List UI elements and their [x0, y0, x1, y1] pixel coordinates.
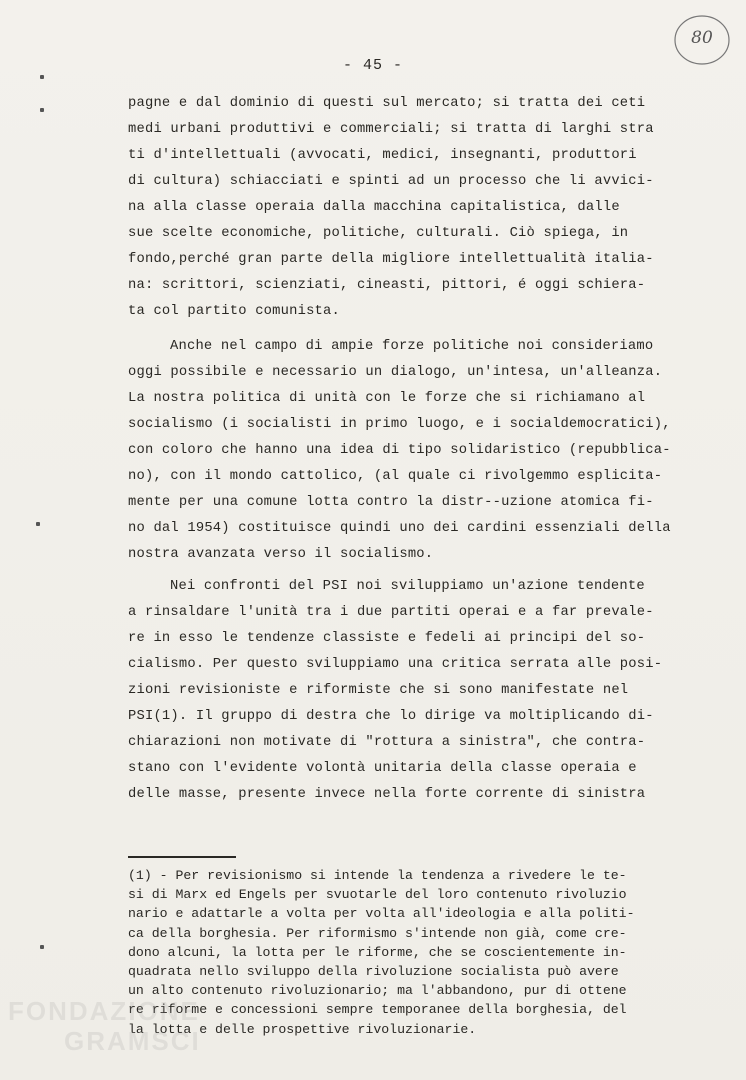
- text-line: socialismo (i socialisti in primo luogo, e i socialdemocratici),: [128, 417, 671, 432]
- footnote-line: re riforme e concessioni sempre temporanee della borghesia, del: [128, 1002, 627, 1018]
- text-line: oggi possibile e necessario un dialogo, un'intesa, un'alleanza.: [128, 365, 663, 380]
- footnote-line: quadrata nello sviluppo della rivoluzione socialista può avere: [128, 963, 619, 979]
- paragraph-3: [128, 574, 680, 808]
- text-line: re in esso le tendenze classiste e fedeli ai principi del so-: [128, 631, 646, 646]
- text-line: medi urbani produttivi e commerciali; si tratta di larghi stra: [128, 122, 654, 137]
- text-line: PSI(1). Il gruppo di destra che lo dirige va moltiplicando di-: [128, 709, 654, 724]
- margin-mark: [40, 108, 44, 112]
- text-line: no), con il mondo cattolico, (al quale ci rivolgemmo esplicita-: [128, 469, 663, 484]
- footnote-line: si di Marx ed Engels per svuotarle del loro contenuto rivoluzio: [128, 887, 627, 903]
- margin-mark: [40, 75, 44, 79]
- footnote-line: (1) - Per revisionismo si intende la tendenza a rivedere le te-: [128, 868, 627, 883]
- margin-mark: [36, 522, 40, 526]
- text-line: mente per una comune lotta contro la distr--uzione atomica fi-: [128, 495, 654, 510]
- text-line: cialismo. Per questo sviluppiamo una critica serrata alle posi-: [128, 657, 663, 672]
- footnote-line: un alto contenuto rivoluzionario; ma l'abbandono, pur di ottene: [128, 983, 627, 999]
- footnote-line: nario e adattarle a volta per volta all'ideologia e alla politi-: [128, 906, 635, 922]
- text-line: Nei confronti del PSI noi sviluppiamo un'azione tendente: [170, 579, 645, 594]
- text-line: na: scrittori, scienziati, cineasti, pittori, é oggi schiera-: [128, 278, 646, 293]
- footnote-line: dono alcuni, la lotta per le riforme, che se coscientemente in-: [128, 944, 627, 960]
- page-number: - 45 -: [342, 57, 403, 74]
- text-line: delle masse, presente invece nella forte corrente di sinistra: [128, 787, 646, 802]
- footnote-divider: [128, 856, 236, 858]
- text-line: pagne e dal dominio di questi sul mercato; si tratta dei ceti: [128, 96, 646, 111]
- margin-mark: [40, 945, 44, 949]
- text-line: di cultura) schiacciati e spinti ad un processo che li avvici-: [128, 174, 654, 189]
- text-line: nostra avanzata verso il socialismo.: [128, 547, 434, 562]
- text-line: fondo,perché gran parte della migliore intellettualità italia-: [128, 252, 654, 267]
- paragraph-2: [128, 334, 680, 568]
- text-line: La nostra politica di unità con le forze che si richiamano al: [128, 391, 646, 406]
- text-line: chiarazioni non motivate di "rottura a sinistra", che contra-: [128, 735, 646, 750]
- text-line: na alla classe operaia dalla macchina capitalistica, dalle: [128, 200, 620, 215]
- text-line: no dal 1954) costituisce quindi uno dei cardini essenziali della: [128, 521, 671, 536]
- text-line: con coloro che hanno una idea di tipo solidaristico (repubblica-: [128, 443, 671, 458]
- text-line: Anche nel campo di ampie forze politiche noi consideriamo: [170, 339, 654, 354]
- watermark-line: GRAMSCI: [64, 1026, 201, 1056]
- text-line: ti d'intellettuali (avvocati, medici, insegnanti, produttori: [128, 148, 637, 163]
- text-line: stano con l'evidente volontà unitaria della classe operaia e: [128, 761, 637, 776]
- text-line: a rinsaldare l'unità tra i due partiti operai e a far prevale-: [128, 605, 654, 620]
- archive-watermark: [8, 996, 228, 1076]
- text-line: sue scelte economiche, politiche, culturali. Ciò spiega, in: [128, 226, 629, 241]
- footnote-line: ca della borghesia. Per riformismo s'intende non già, come cre-: [128, 925, 627, 941]
- text-line: ta col partito comunista.: [128, 304, 340, 319]
- text-line: zioni revisioniste e riformiste che si sono manifestate nel: [128, 683, 629, 698]
- archive-number: 80: [691, 28, 713, 48]
- paragraph-1: [128, 91, 680, 325]
- footnote-line: la lotta e delle prospettive rivoluzionarie.: [128, 1021, 477, 1037]
- watermark-line: FONDAZIONE: [8, 996, 200, 1026]
